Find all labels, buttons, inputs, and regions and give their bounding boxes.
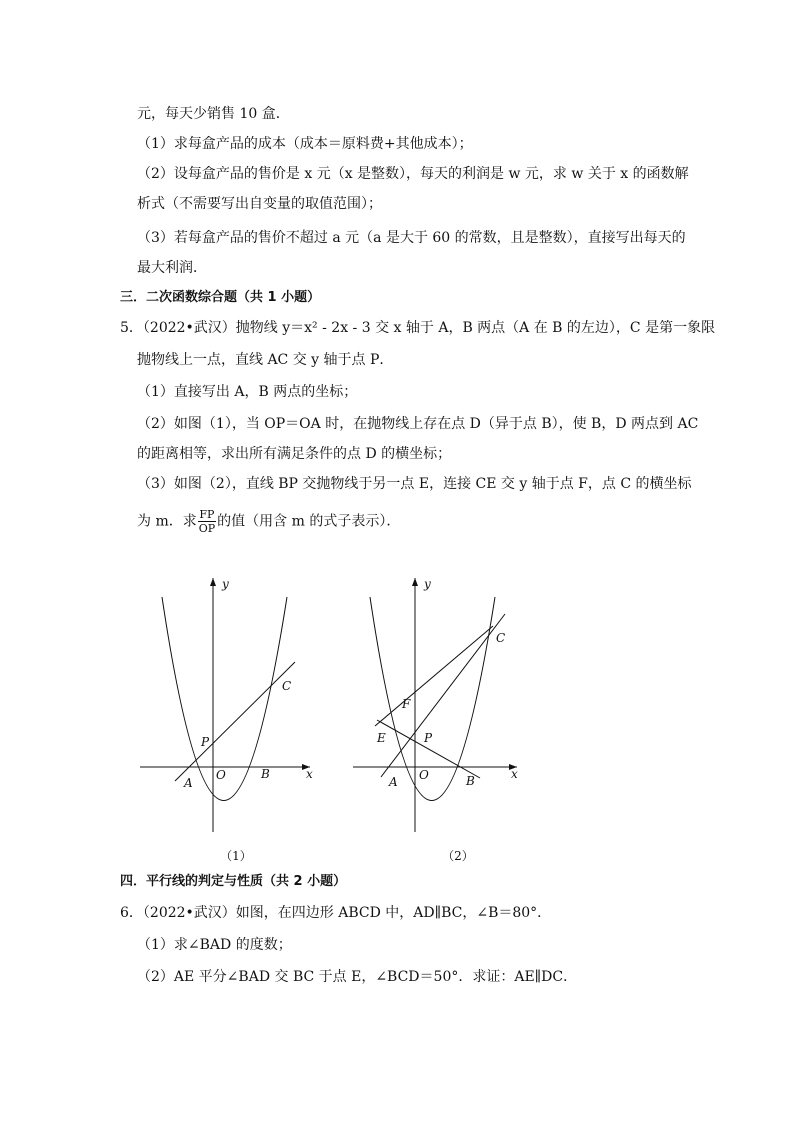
text-line: 最大利润．	[137, 260, 207, 276]
line-ac	[381, 614, 505, 777]
question-5-part-1: （1）直接写出 A，B 两点的坐标；	[137, 384, 358, 400]
text-line: 的距离相等，求出所有满足条件的点 D 的横坐标；	[137, 446, 452, 462]
question-4-part-2: （2）设每盒产品的售价是 x 元（x 是整数），每天的利润是 w 元，求 w 关于 x 的函数解	[137, 166, 689, 182]
figure-2-caption: （2）	[442, 849, 474, 863]
label-p: P	[201, 735, 210, 749]
label-c: C	[282, 679, 292, 693]
section-heading-4: 四．平行线的判定与性质（共 2 小题）	[120, 874, 347, 889]
text-line: 元，每天少销售 10 盒．	[137, 106, 290, 122]
label-y: y	[222, 577, 229, 591]
line-ac	[175, 662, 295, 781]
label-x: x	[306, 767, 313, 781]
section-heading-3: 三．二次函数综合题（共 1 小题）	[120, 290, 321, 305]
label-b: B	[466, 774, 475, 788]
label-e: E	[377, 731, 386, 745]
line-ce	[375, 626, 493, 726]
label-p: P	[424, 731, 433, 745]
parabola-curve	[370, 597, 495, 801]
fraction-denominator: OP	[198, 522, 216, 535]
label-b: B	[261, 767, 270, 781]
question-4-part-1: （1）求每盒产品的成本（成本＝原料费+其他成本）；	[137, 136, 473, 152]
y-axis-arrow	[412, 578, 418, 586]
question-5-stem: 5．（2022•武汉）抛物线 y＝x² - 2x - 3 交 x 轴于 A，B 两点（A 在 B 的左边），C 是第一象限	[120, 320, 716, 336]
question-6-part-1: （1）求∠BAD 的度数；	[137, 937, 292, 953]
question-6-stem: 6．（2022•武汉）如图，在四边形 ABCD 中，AD∥BC，∠B＝80°．	[120, 905, 552, 921]
question-5-fraction-line	[137, 508, 400, 535]
figure-2-parabola	[345, 570, 545, 870]
text-segment: 的值（用含 m 的式子表示）．	[217, 513, 401, 530]
label-o: O	[419, 768, 429, 782]
text-segment: 为 m．求	[137, 513, 197, 530]
label-f: F	[402, 697, 411, 711]
label-a: A	[389, 775, 398, 789]
question-5-part-2: （2）如图（1），当 OP＝OA 时，在抛物线上存在点 D（异于点 B），使 B，D 两点到 AC	[137, 416, 699, 432]
fraction-numerator: FP	[199, 508, 215, 521]
fraction	[198, 508, 216, 535]
text-line: 析式（不需要写出自变量的取值范围）；	[137, 196, 382, 212]
label-a: A	[184, 776, 193, 790]
question-5-part-3: （3）如图（2），直线 BP 交抛物线于另一点 E，连接 CE 交 y 轴于点 F，点 C 的横坐标	[137, 476, 692, 492]
label-x: x	[511, 767, 518, 781]
figure-1-parabola	[130, 570, 330, 870]
question-6-part-2: （2）AE 平分∠BAD 交 BC 于点 E，∠BCD＝50°．求证：AE∥DC．	[137, 969, 578, 985]
label-c: C	[496, 631, 506, 645]
figure-1-caption: （1）	[220, 849, 252, 863]
label-o: O	[216, 768, 226, 782]
text-line: 抛物线上一点，直线 AC 交 y 轴于点 P．	[137, 352, 394, 368]
question-4-part-3: （3）若每盒产品的售价不超过 a 元（a 是大于 60 的常数，且是整数），直接写出每天的	[137, 230, 686, 246]
label-y: y	[424, 577, 431, 591]
y-axis-arrow	[210, 578, 216, 586]
